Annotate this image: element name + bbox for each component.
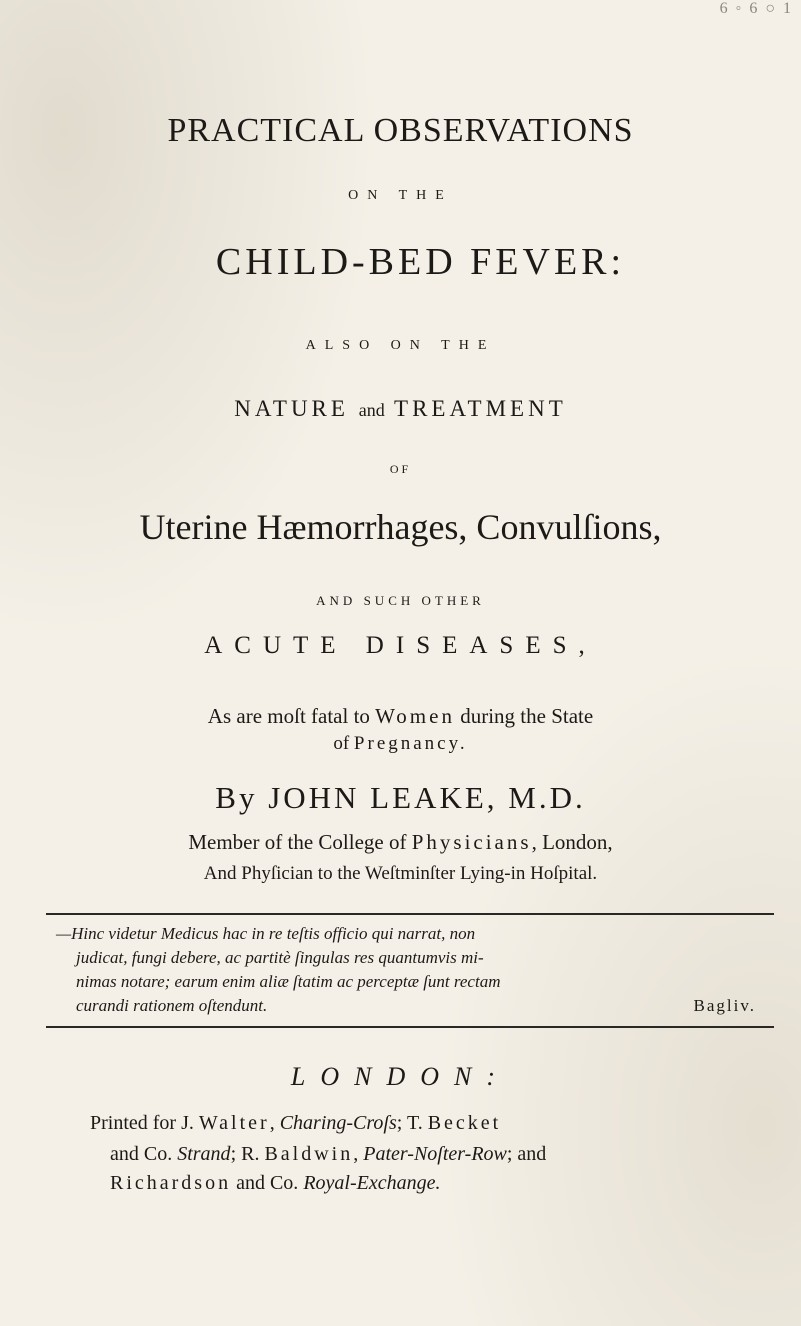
corner-stamp: 6 ◦ 6 ○ 1	[719, 0, 793, 17]
printed-for: Printed for J.	[90, 1112, 194, 1134]
publisher-becket: Becket	[427, 1112, 502, 1134]
imprint-line-1: Printed for J. Walter, Charing-Croſs; T. Becket	[90, 1112, 502, 1134]
imprint-city: LONDON:	[290, 1062, 511, 1091]
subject-title: CHILD-BED FEVER:	[215, 241, 626, 283]
nature-treatment-line	[0, 396, 801, 422]
publisher-walter: Walter	[198, 1112, 270, 1134]
publisher-richardson: Richardson	[110, 1172, 232, 1194]
place-charing-cross: Charing-Croſs	[279, 1112, 397, 1134]
rule-top	[46, 913, 774, 915]
imprint-line-3	[110, 1172, 750, 1195]
epigraph-attribution: Bagliv.	[693, 996, 756, 1015]
and-word: and	[358, 400, 385, 420]
epigraph	[56, 922, 756, 1018]
physicians-word: Physicians	[411, 830, 532, 854]
epigraph-line-1: —Hinc videtur Medicus hac in re teſtis officio qui narrat, non	[56, 924, 476, 943]
member-line	[0, 830, 801, 855]
treatment-word: TREATMENT	[394, 396, 567, 421]
also-on-the-line: ALSO ON THE	[305, 338, 496, 353]
imprint-t: ; T.	[396, 1112, 423, 1134]
pregnancy-line	[0, 733, 801, 755]
uterine-line: Uterine Hæmorrhages, Convulſions,	[139, 507, 662, 547]
epigraph-line-4: curandi rationem oſtendunt.	[76, 996, 268, 1015]
on-the-line: ON THE	[348, 188, 453, 203]
author-name: JOHN LEAKE, M.D.	[268, 780, 586, 815]
and-co-2: and Co.	[236, 1172, 299, 1194]
nature-word: NATURE	[234, 396, 349, 421]
publisher-baldwin: Baldwin	[264, 1143, 354, 1165]
by-word: By	[215, 780, 258, 815]
of-word: of	[333, 733, 350, 754]
imprint-r: ; R.	[230, 1143, 260, 1165]
fatal-pre: As are moſt fatal to	[207, 704, 370, 728]
member-pre: Member of the College of	[188, 830, 407, 854]
of-line: OF	[389, 462, 412, 476]
women-word: Women	[375, 704, 455, 728]
and-co-1: and Co.	[110, 1143, 173, 1165]
epigraph-line-3: nimas notare; earum enim aliæ ſtatim ac perceptæ ſunt rectam	[76, 972, 501, 991]
acute-diseases-line: ACUTE DISEASES,	[204, 632, 597, 659]
fatal-line	[0, 704, 801, 729]
member-post: , London,	[531, 830, 613, 854]
imprint-and: ; and	[506, 1143, 547, 1165]
pregnancy-word: Pregnancy.	[353, 733, 468, 754]
imprint-line-2: and Co. Strand; R. Baldwin, Pater-Noſter-Row; and	[110, 1143, 547, 1165]
position-line: And Phyſician to the Weſtminſter Lying-in Hoſpital.	[203, 863, 598, 884]
place-strand: Strand	[177, 1143, 231, 1165]
place-royal-exchange: Royal-Exchange.	[303, 1172, 441, 1194]
place-pater-noster: Pater-Noſter-Row	[363, 1143, 507, 1165]
rule-bottom	[46, 1026, 774, 1028]
epigraph-line-2: judicat, fungi debere, ac partitè ſingulas res quantumvis mi-	[76, 948, 484, 967]
and-such-other-line: AND SUCH OTHER	[316, 593, 485, 608]
main-title: PRACTICAL OBSERVATIONS	[167, 112, 634, 149]
fatal-post: during the State	[460, 704, 594, 728]
author-line	[0, 780, 801, 816]
epigraph-last-line	[56, 994, 756, 1018]
